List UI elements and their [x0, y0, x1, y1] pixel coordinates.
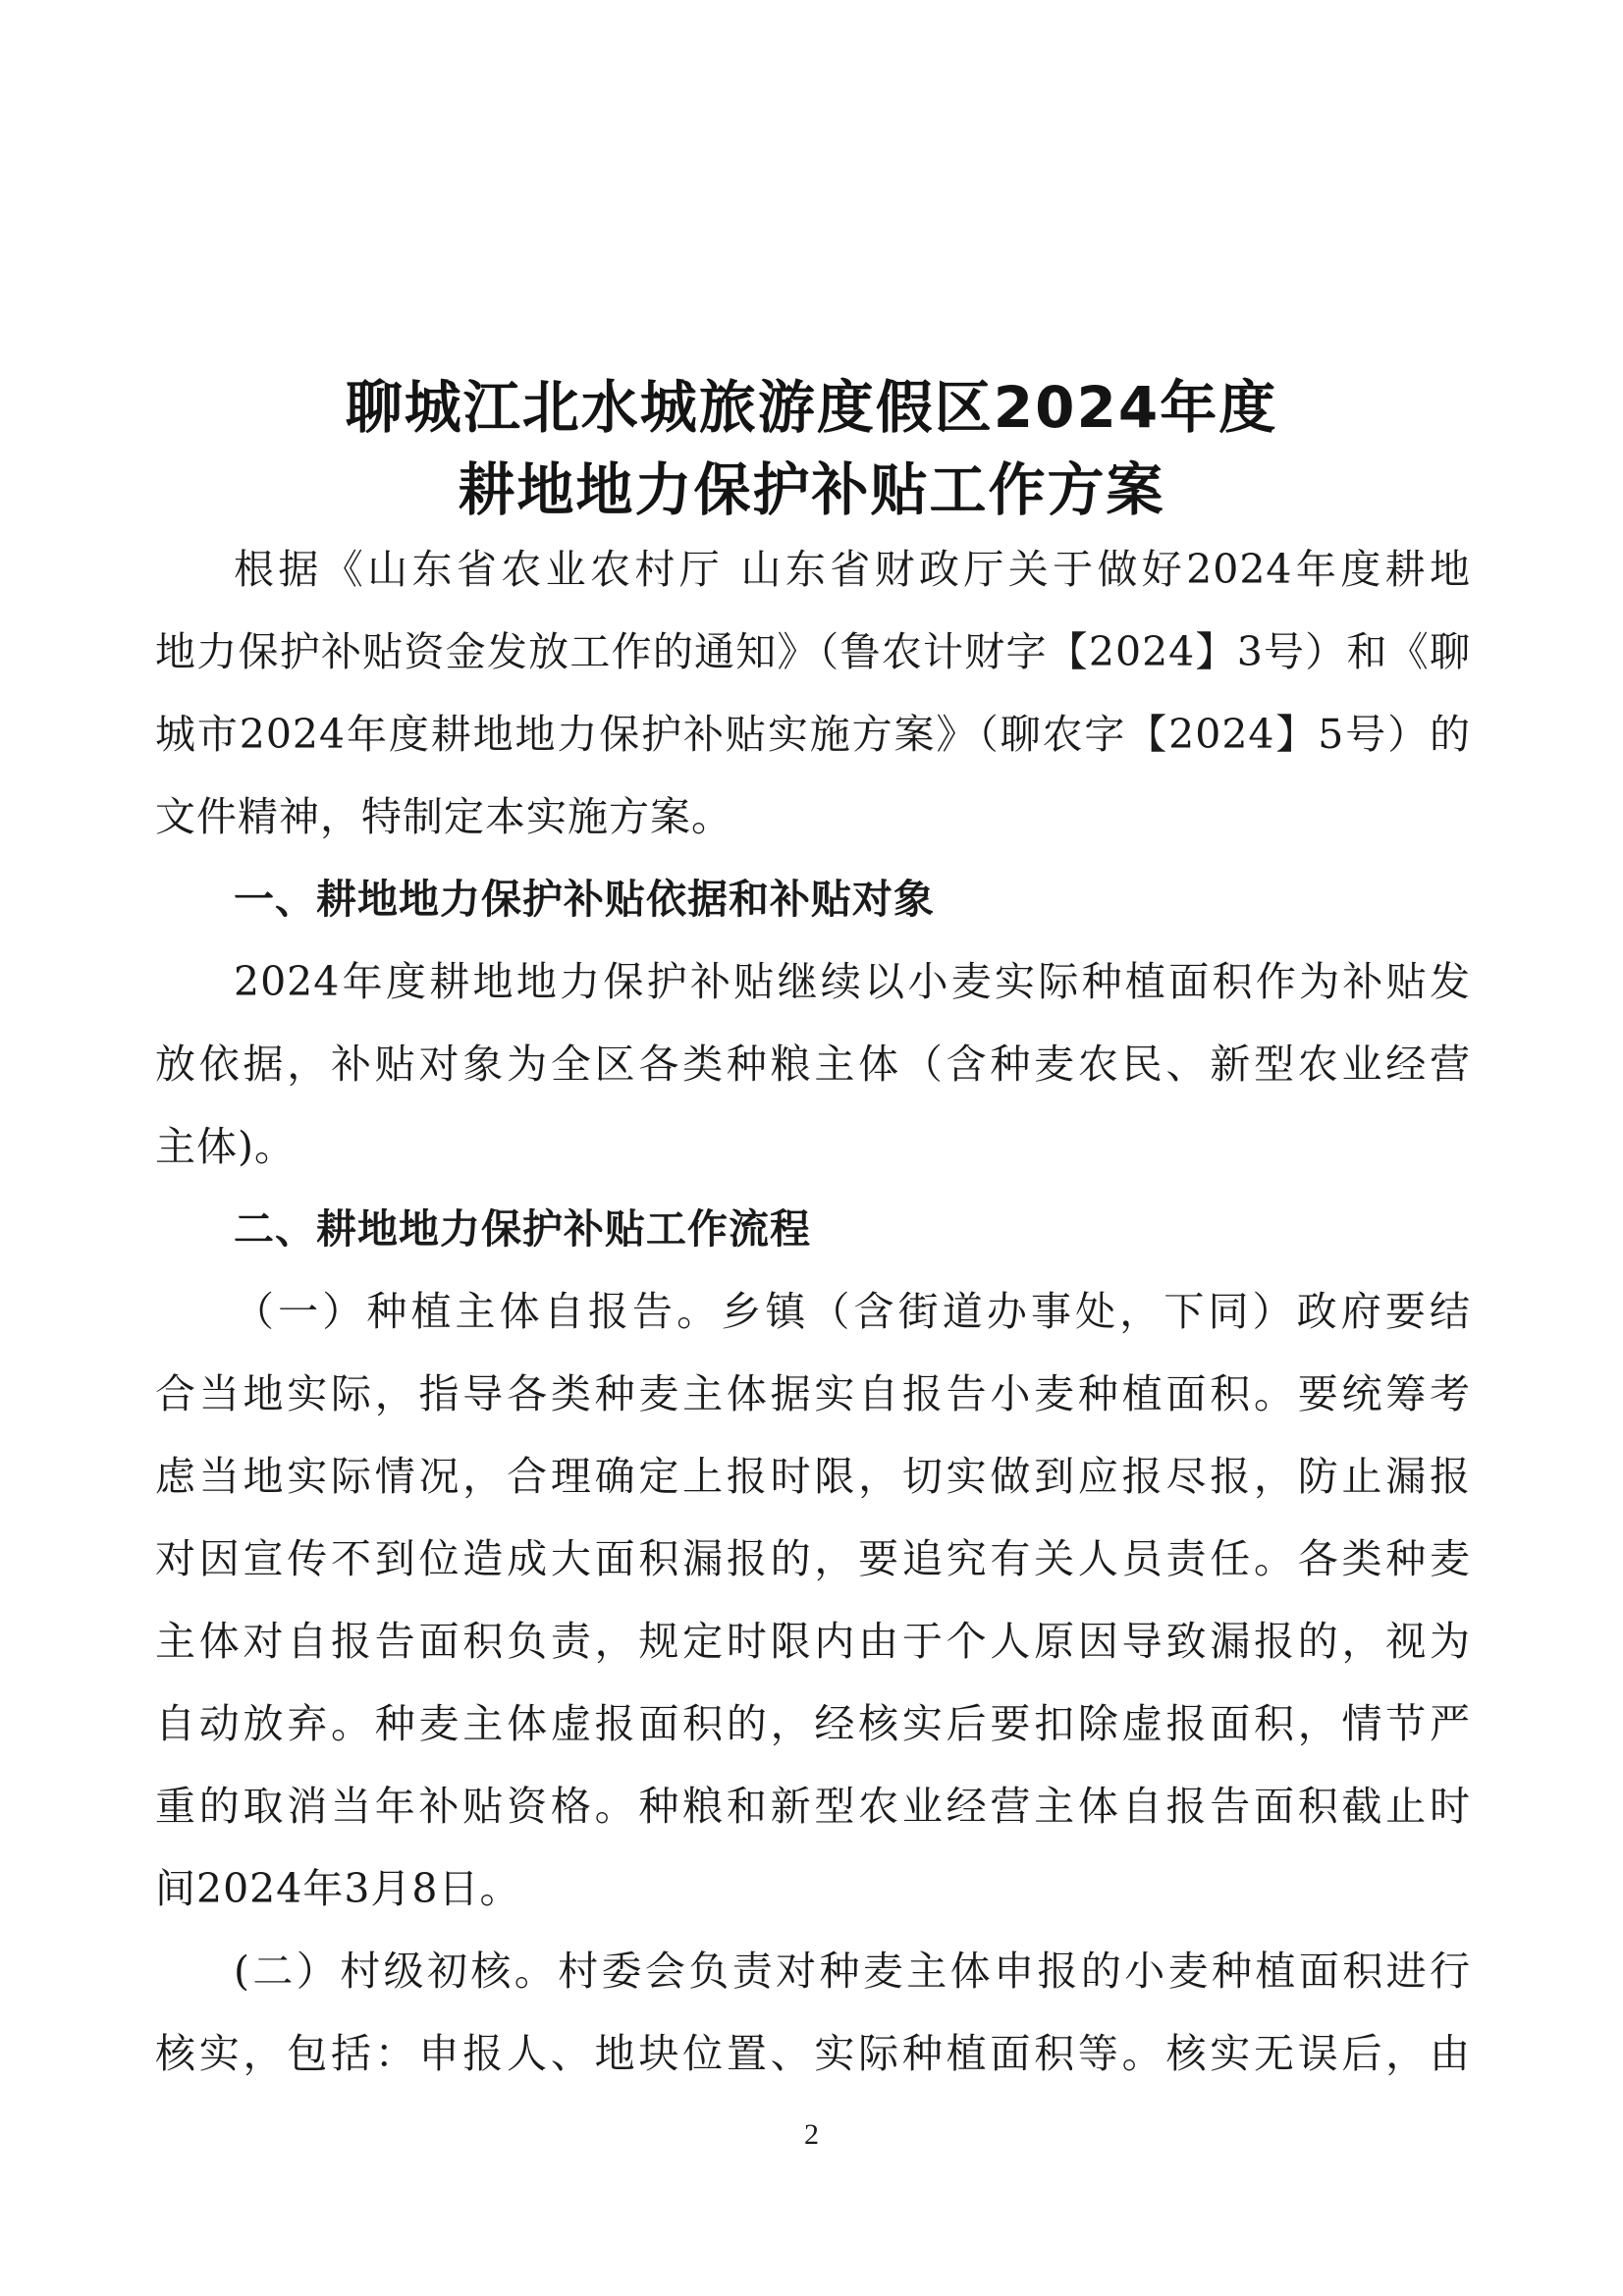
section-1-line-2: 放依据，补贴对象为全区各类种粮主体（含种麦农民、新型农业经营	[155, 1041, 1471, 1088]
section-1-heading: 一、耕地地力保护补贴依据和补贴对象	[234, 876, 935, 923]
section-1-line-3: 主体)。	[155, 1123, 296, 1170]
document-title-line-2: 耕地地力保护补贴工作方案	[458, 456, 1165, 523]
step-1-line-8: 间2024年3月8日。	[155, 1865, 521, 1912]
intro-line-3: 城市2024年度耕地地力保护补贴实施方案》（聊农字【2024】5号）的	[155, 711, 1471, 758]
step-1-line-3: 虑当地实际情况，合理确定上报时限，切实做到应报尽报，防止漏报	[155, 1453, 1471, 1500]
document-title-line-1: 聊城江北水城旅游度假区2024年度	[345, 374, 1278, 441]
intro-line-1: 根据《山东省农业农村厅 山东省财政厅关于做好2024年度耕地	[234, 546, 1471, 593]
step-2-line-2: 核实，包括：申报人、地块位置、实际种植面积等。核实无误后，由	[155, 2030, 1471, 2077]
step-2-line-1: (二）村级初核。村委会负责对种麦主体申报的小麦种植面积进行	[234, 1948, 1471, 1995]
step-1-line-2: 合当地实际，指导各类种麦主体据实自报告小麦种植面积。要统筹考	[155, 1370, 1471, 1417]
step-1-line-6: 自动放弃。种麦主体虚报面积的，经核实后要扣除虚报面积，情节严	[155, 1700, 1471, 1747]
section-2-heading: 二、耕地地力保护补贴工作流程	[234, 1205, 811, 1253]
intro-line-4: 文件精神，特制定本实施方案。	[155, 793, 732, 840]
step-1-line-1: （一）种植主体自报告。乡镇（含街道办事处，下同）政府要结	[234, 1288, 1471, 1335]
page-number: 2	[804, 2118, 819, 2151]
step-1-line-7: 重的取消当年补贴资格。种粮和新型农业经营主体自报告面积截止时	[155, 1783, 1471, 1830]
section-1-line-1: 2024年度耕地地力保护补贴继续以小麦实际种植面积作为补贴发	[234, 958, 1471, 1005]
step-1-line-4: 对因宣传不到位造成大面积漏报的，要追究有关人员责任。各类种麦	[155, 1535, 1471, 1582]
intro-line-2: 地力保护补贴资金发放工作的通知》（鲁农计财字【2024】3号）和《聊	[155, 628, 1471, 675]
step-1-line-5: 主体对自报告面积负责，规定时限内由于个人原因导致漏报的，视为	[155, 1618, 1471, 1665]
